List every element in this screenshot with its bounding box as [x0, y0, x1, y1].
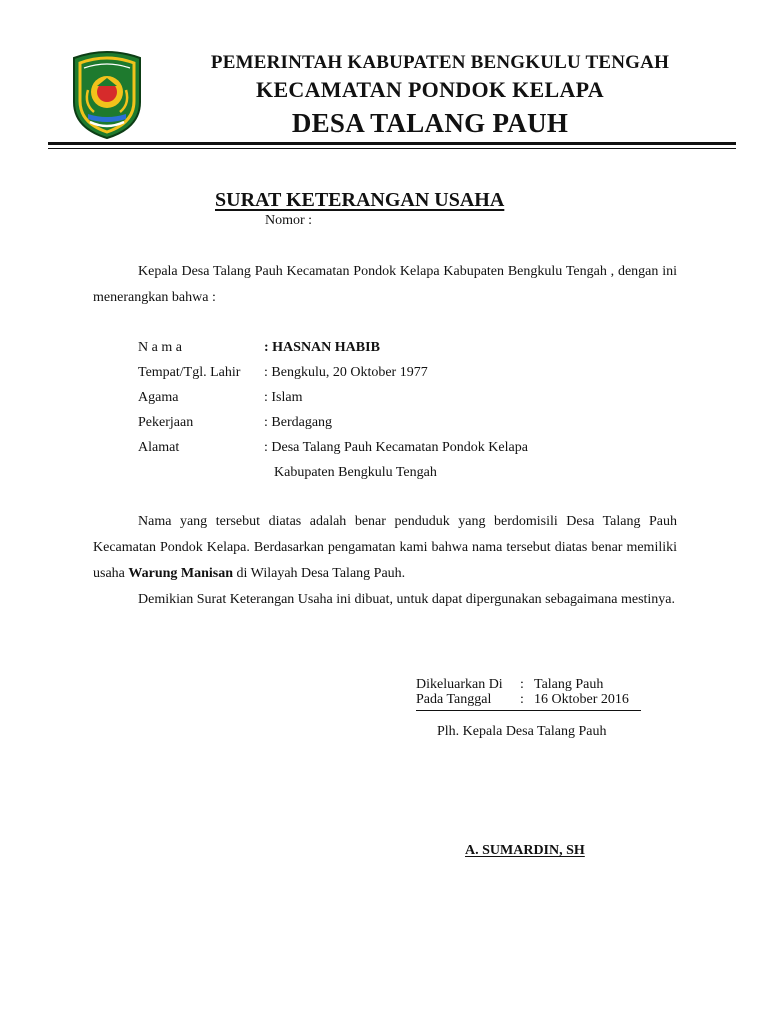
issued-date-value: 16 Oktober 2016 — [534, 692, 629, 707]
letterhead-divider-thin — [48, 148, 736, 149]
issued-place-row: Dikeluarkan Di : Talang Pauh — [416, 677, 604, 692]
letterhead-village-line: DESA TALANG PAUH — [291, 108, 569, 138]
field-label: Alamat — [138, 440, 180, 455]
letterhead-government-line: PEMERINTAH KABUPATEN BENGKULU TENGAH — [210, 52, 670, 73]
issued-place-value: Talang Pauh — [534, 677, 604, 692]
letter-title: SURAT KETERANGAN USAHA — [215, 189, 505, 211]
field-label: Agama — [138, 390, 179, 405]
field-value-religion: : Islam — [264, 390, 303, 405]
closing-paragraph: Demikian Surat Keterangan Usaha ini dibuat, untuk dapat dipergunakan sebagaimana mestinya. — [138, 592, 676, 607]
letterhead-district-line: KECAMATAN PONDOK KELAPA — [256, 77, 604, 102]
issued-date-label: Pada Tanggal — [416, 692, 492, 707]
field-value-address: : Desa Talang Pauh Kecamatan Pondok Kelapa — [264, 440, 528, 455]
field-label: Tempat/Tgl. Lahir — [138, 365, 241, 380]
letter-number-label: Nomor : — [265, 213, 313, 228]
field-value-occupation: : Berdagang — [264, 415, 333, 430]
business-name: Warung Manisan — [128, 566, 234, 581]
issued-date-row: Pada Tanggal : 16 Oktober 2016 — [416, 692, 629, 707]
statement-paragraph: Nama yang tersebut diatas adalah benar penduduk yang berdomisili Desa Talang Pauh Kecamatan Pondok Kelapa. Berdasarkan pengamatan kami bahwa nama tersebut diatas benar memiliki usaha Warung Manisan di Wilayah Desa Talang Pauh. — [93, 514, 677, 581]
issued-place-label: Dikeluarkan Di — [416, 677, 503, 692]
field-label: N a m a — [138, 340, 182, 355]
field-value-birth: : Bengkulu, 20 Oktober 1977 — [264, 365, 428, 380]
field-value-address-continued: Kabupaten Bengkulu Tengah — [274, 465, 437, 480]
signature-divider — [416, 710, 641, 711]
letterhead-divider-thick — [48, 142, 736, 145]
signatory-position: Plh. Kepala Desa Talang Pauh — [437, 724, 607, 739]
field-label: Pekerjaan — [138, 415, 194, 430]
body-paragraphs — [93, 509, 677, 613]
signatory-name: A. SUMARDIN, SH — [465, 843, 585, 858]
field-value-name: : HASNAN HABIB — [264, 340, 380, 355]
intro-paragraph: Kepala Desa Talang Pauh Kecamatan Pondok Kelapa Kabupaten Bengkulu Tengah , dengan ini menerangkan bahwa : — [93, 264, 677, 305]
